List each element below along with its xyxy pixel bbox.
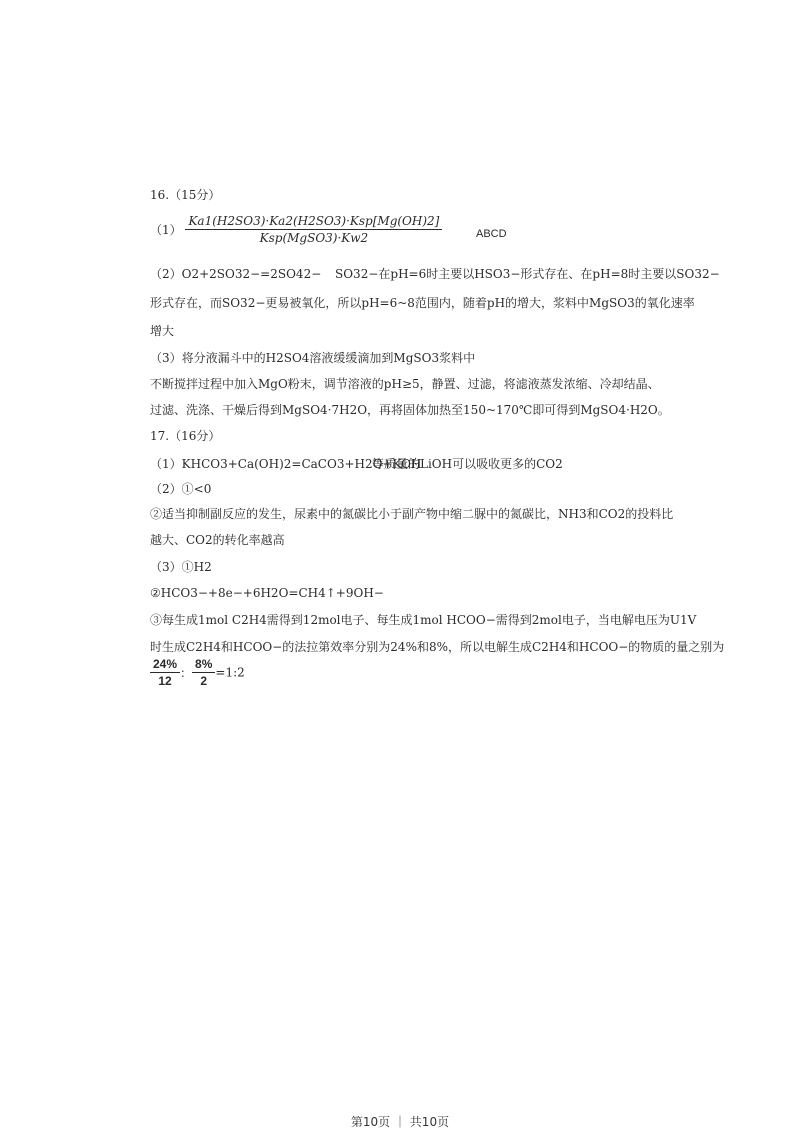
q16-part2-label: （2） [150, 267, 182, 281]
q16-part3-line1: （3）将分液漏斗中的H2SO4溶液缓缓滴加到MgSO3浆料中 [150, 351, 476, 365]
q17-part1 [150, 456, 563, 472]
q17-part3-b: ②HCO3−+8e−+6H2O=CH4↑+9OH− [150, 586, 384, 600]
q17-ratio-expression [150, 657, 245, 688]
q16-part2-line1 [150, 266, 720, 282]
q17-part1-note: 等质量的LiOH可以吸收更多的CO2 [372, 457, 563, 471]
q16-part2-equation: O2+2SO32−=2SO42− [181, 267, 322, 281]
q17-part3-c-line2: 时生成C2H4和HCOO−的法拉第效率分别为24%和8%，所以电解生成C2H4和HCOO−的物质的量之别为 [150, 640, 725, 654]
fraction-1-denominator: 12 [158, 674, 172, 688]
formula-numerator: Ka1(H2SO3)·Ka2(H2SO3)·Ksp[Mg(OH)2] [185, 214, 442, 230]
ratio-fraction-2 [192, 657, 215, 688]
ratio-colon: ： [180, 666, 193, 680]
q17-part3-a: （3）①H2 [150, 560, 212, 574]
q17-part2-b-line1: ②适当抑制副反应的发生，尿素中的氮碳比小于副产物中缩二脲中的氮碳比，NH3和CO2的投料比 [150, 507, 674, 521]
fraction-2-denominator: 2 [200, 674, 208, 688]
q16-heading: 16.（15分） [150, 188, 221, 202]
q16-part1-formula [185, 214, 442, 245]
page-number-footer: 第10页 ｜ 共10页 [350, 1115, 450, 1129]
q16-part2-explanation: SO32−在pH=6时主要以HSO3−形式存在、在pH=8时主要以SO32− [335, 267, 720, 281]
q16-part2-line3: 增大 [150, 324, 175, 338]
fraction-2-numerator: 8% [192, 657, 215, 673]
q16-part3-line2: 不断搅拌过程中加入MgO粉末，调节溶液的pH≥5，静置、过滤，将滤液蒸发浓缩、冷却结晶、 [150, 377, 660, 391]
q17-part2-a: （2）①<0 [150, 482, 212, 496]
q17-part2-b-line2: 越大、CO2的转化率越高 [150, 533, 285, 547]
q17-part1-equation: （1）KHCO3+Ca(OH)2=CaCO3+H2O+KOH [150, 457, 422, 471]
q17-heading: 17.（16分） [150, 429, 221, 443]
ratio-fraction-1 [150, 657, 180, 688]
q17-part3-c-line1: ③每生成1mol C2H4需得到12mol电子、每生成1mol HCOO−需得到2mol电子，当电解电压为U1V [150, 613, 697, 627]
q16-part1 [150, 214, 507, 245]
ratio-result: =1:2 [215, 665, 245, 680]
formula-denominator: Ksp(MgSO3)·Kw2 [259, 231, 369, 245]
q16-part1-label: （1） [150, 223, 182, 237]
fraction-1-numerator: 24% [150, 657, 180, 673]
q16-part3-line3: 过滤、洗涤、干燥后得到MgSO4·7H2O，再将固体加热至150~170℃即可得到MgSO4·H2O。 [150, 403, 670, 417]
q16-part2-line2: 形式存在，而SO32−更易被氧化，所以pH=6~8范围内，随着pH的增大，浆料中MgSO3的氧化速率 [150, 296, 695, 310]
q16-part1-answer: ABCD [476, 228, 507, 240]
